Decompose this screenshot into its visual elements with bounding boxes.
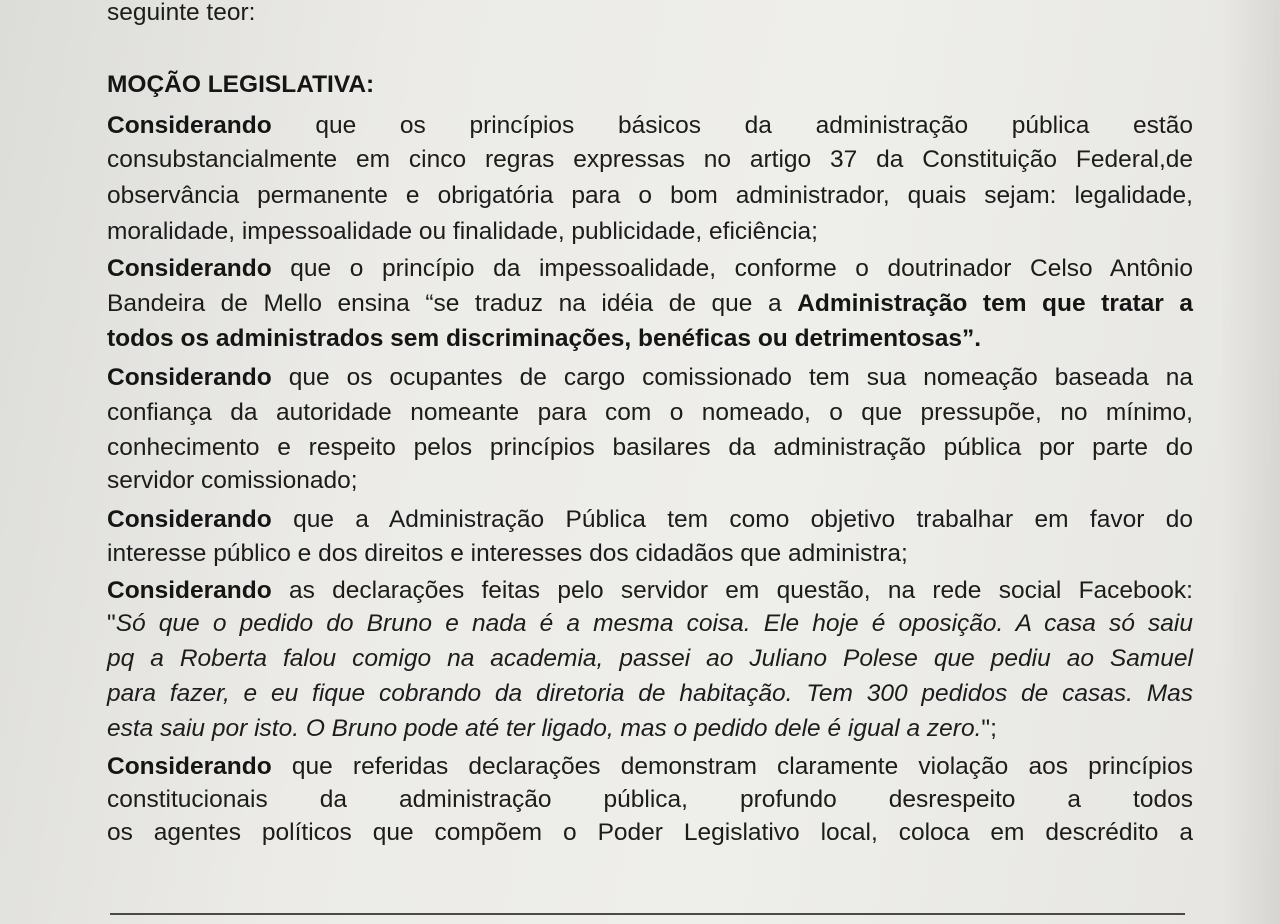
quote-line-4: esta saiu por isto. O Bruno pode até ter ligado, mas o pedido dele é igual a zero.";	[107, 715, 997, 742]
paragraph-2-line-3: todos os administrados sem discriminações, benéficas ou detrimentosas”.	[107, 325, 982, 352]
paragraph-1-line-4: moralidade, impessoalidade ou finalidade, publicidade, eficiência;	[107, 218, 818, 245]
quote-line-2: pq a Roberta falou comigo na academia, passei ao Juliano Polese que pediu ao Samuel	[107, 645, 1193, 672]
paragraph-1-line-1: Considerando que os princípios básicos da administração pública estão	[107, 112, 1193, 139]
paragraph-2-line-1: Considerando que o princípio da impessoalidade, conforme o doutrinador Celso Antônio	[107, 255, 1193, 282]
paragraph-6-line-2: constitucionais da administração pública, profundo desrespeito a todos	[107, 786, 1193, 813]
quote-line-3: para fazer, e eu fique cobrando da diretoria de habitação. Tem 300 pedidos de casas. Mas	[107, 680, 1193, 707]
intro-tail: seguinte teor:	[107, 0, 256, 26]
paragraph-2-line-2: Bandeira de Mello ensina “se traduz na idéia de que a Administração tem que tratar a	[107, 290, 1193, 317]
paragraph-3-line-1: Considerando que os ocupantes de cargo comissionado tem sua nomeação baseada na	[107, 364, 1193, 391]
paragraph-5-line-1: Considerando as declarações feitas pelo servidor em questão, na rede social Facebook:	[107, 577, 1193, 604]
paragraph-4-line-1: Considerando que a Administração Pública tem como objetivo trabalhar em favor do	[107, 506, 1193, 533]
paragraph-3-line-3: conhecimento e respeito pelos princípios basilares da administração pública por parte do	[107, 434, 1193, 461]
quote-line-1: "Só que o pedido do Bruno e nada é a mesma coisa. Ele hoje é oposição. A casa só saiu	[107, 610, 1193, 637]
paragraph-1-line-2: consubstancialmente em cinco regras expressas no artigo 37 da Constituição Federal,de	[107, 146, 1193, 173]
paragraph-6-line-3: os agentes políticos que compõem o Poder Legislativo local, coloca em descrédito a	[107, 819, 1193, 846]
paragraph-6-line-1: Considerando que referidas declarações demonstram claramente violação aos princípios	[107, 753, 1193, 780]
paragraph-4-line-2: interesse público e dos direitos e interesses dos cidadãos que administra;	[107, 540, 908, 567]
page-shadow	[1220, 0, 1280, 924]
paragraph-1-line-3: observância permanente e obrigatória para o bom administrador, quais sejam: legalidade,	[107, 182, 1193, 209]
paragraph-3-line-2: confiança da autoridade nomeante para com o nomeado, o que pressupõe, no mínimo,	[107, 399, 1193, 426]
paragraph-3-line-4: servidor comissionado;	[107, 467, 358, 494]
footer-divider	[110, 913, 1185, 915]
document-heading: MOÇÃO LEGISLATIVA:	[107, 71, 375, 98]
